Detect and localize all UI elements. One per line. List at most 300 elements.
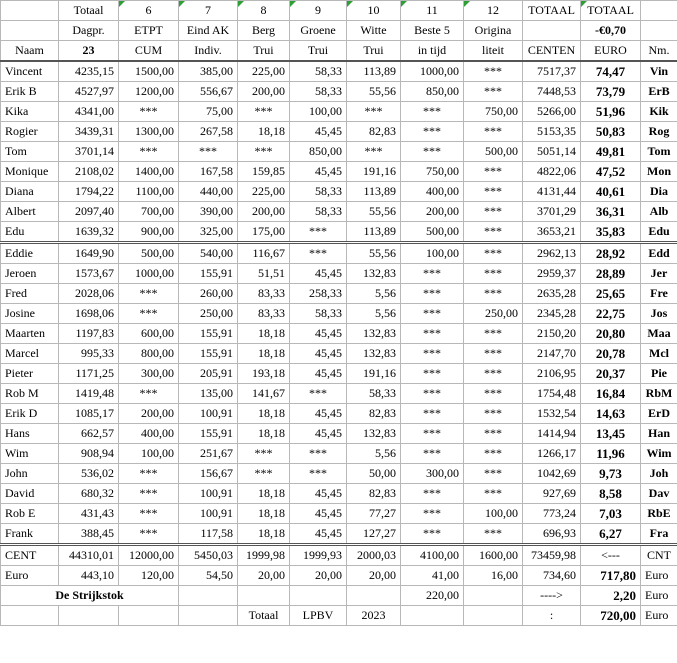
header-cell: 6 bbox=[119, 1, 179, 21]
value-cell: 540,00 bbox=[179, 243, 238, 264]
header-cell: Trui bbox=[347, 41, 401, 62]
value-cell: *** bbox=[401, 102, 464, 122]
value-cell: 20,80 bbox=[581, 324, 641, 344]
empty-cell bbox=[119, 606, 179, 626]
header-cell: in tijd bbox=[401, 41, 464, 62]
header-cell: 12 bbox=[464, 1, 523, 21]
value-cell: *** bbox=[119, 102, 179, 122]
header-cell: Berg bbox=[238, 21, 290, 41]
value-cell: 83,33 bbox=[238, 304, 290, 324]
value-cell: 191,16 bbox=[347, 162, 401, 182]
total-cell: 20,00 bbox=[238, 566, 290, 586]
value-cell: *** bbox=[119, 504, 179, 524]
value-cell: *** bbox=[401, 364, 464, 384]
value-cell: 113,89 bbox=[347, 61, 401, 82]
header-cell: 23 bbox=[59, 41, 119, 62]
value-cell: 50,00 bbox=[347, 464, 401, 484]
value-cell: *** bbox=[401, 484, 464, 504]
header-cell: 11 bbox=[401, 1, 464, 21]
value-cell: 200,00 bbox=[238, 202, 290, 222]
empty-cell bbox=[464, 586, 523, 606]
value-cell: 132,83 bbox=[347, 424, 401, 444]
table-row bbox=[1, 222, 677, 243]
header-cell: Witte bbox=[347, 21, 401, 41]
value-cell: *** bbox=[464, 182, 523, 202]
header-cell: ETPT bbox=[119, 21, 179, 41]
player-name: Eddie bbox=[1, 243, 59, 264]
value-cell: 2150,20 bbox=[523, 324, 581, 344]
table-row bbox=[1, 404, 677, 424]
value-cell: *** bbox=[179, 142, 238, 162]
value-cell: 49,81 bbox=[581, 142, 641, 162]
value-cell: 9,73 bbox=[581, 464, 641, 484]
value-cell: 2106,95 bbox=[523, 364, 581, 384]
value-cell: *** bbox=[464, 162, 523, 182]
header-cell bbox=[523, 21, 581, 41]
value-cell: 2345,28 bbox=[523, 304, 581, 324]
player-name: Erik D bbox=[1, 404, 59, 424]
value-cell: *** bbox=[464, 464, 523, 484]
value-cell: 18,18 bbox=[238, 484, 290, 504]
value-cell: *** bbox=[119, 524, 179, 545]
value-cell: *** bbox=[464, 524, 523, 545]
value-cell: 400,00 bbox=[119, 424, 179, 444]
value-cell: 200,00 bbox=[238, 82, 290, 102]
value-cell: 1649,90 bbox=[59, 243, 119, 264]
player-name: Rob E bbox=[1, 504, 59, 524]
value-cell: 1532,54 bbox=[523, 404, 581, 424]
header-cell: Beste 5 bbox=[401, 21, 464, 41]
header-row bbox=[1, 41, 677, 62]
header-cell: 10 bbox=[347, 1, 401, 21]
value-cell: 2959,37 bbox=[523, 264, 581, 284]
value-cell: 2108,02 bbox=[59, 162, 119, 182]
value-cell: 1573,67 bbox=[59, 264, 119, 284]
value-cell: *** bbox=[290, 464, 347, 484]
value-cell: 58,33 bbox=[347, 384, 401, 404]
value-cell: 18,18 bbox=[238, 504, 290, 524]
value-cell: 132,83 bbox=[347, 264, 401, 284]
value-cell: *** bbox=[464, 264, 523, 284]
player-name: Vincent bbox=[1, 61, 59, 82]
header-cell: Indiv. bbox=[179, 41, 238, 62]
value-cell: 113,89 bbox=[347, 182, 401, 202]
value-cell: 14,63 bbox=[581, 404, 641, 424]
total-cell: 54,50 bbox=[179, 566, 238, 586]
value-cell: 58,33 bbox=[290, 182, 347, 202]
value-cell: 250,00 bbox=[464, 304, 523, 324]
value-cell: 4822,06 bbox=[523, 162, 581, 182]
value-cell: 205,91 bbox=[179, 364, 238, 384]
value-cell: 11,96 bbox=[581, 444, 641, 464]
table-row bbox=[1, 82, 677, 102]
value-cell: 325,00 bbox=[179, 222, 238, 243]
header-cell bbox=[641, 1, 677, 21]
value-cell: *** bbox=[347, 102, 401, 122]
empty-cell bbox=[401, 606, 464, 626]
value-cell: 4131,44 bbox=[523, 182, 581, 202]
player-name: Josine bbox=[1, 304, 59, 324]
player-name: Frank bbox=[1, 524, 59, 545]
value-cell: 83,33 bbox=[238, 284, 290, 304]
value-cell: *** bbox=[401, 424, 464, 444]
table-row bbox=[1, 264, 677, 284]
value-cell: 3439,31 bbox=[59, 122, 119, 142]
value-cell: 82,83 bbox=[347, 122, 401, 142]
total-cell: 120,00 bbox=[119, 566, 179, 586]
player-abbrev: Vin bbox=[641, 61, 677, 82]
value-cell: *** bbox=[464, 222, 523, 243]
value-cell: 258,33 bbox=[290, 284, 347, 304]
value-cell: 73,79 bbox=[581, 82, 641, 102]
value-cell: 75,00 bbox=[179, 102, 238, 122]
strijkstok-value: 2,20 bbox=[581, 586, 641, 606]
value-cell: 156,67 bbox=[179, 464, 238, 484]
value-cell: *** bbox=[401, 444, 464, 464]
value-cell: 132,83 bbox=[347, 344, 401, 364]
value-cell: 500,00 bbox=[119, 243, 179, 264]
value-cell: 127,27 bbox=[347, 524, 401, 545]
value-cell: 500,00 bbox=[401, 222, 464, 243]
value-cell: *** bbox=[464, 444, 523, 464]
value-cell: 750,00 bbox=[401, 162, 464, 182]
value-cell: 100,91 bbox=[179, 504, 238, 524]
player-name: John bbox=[1, 464, 59, 484]
strijkstok-unit: Euro bbox=[641, 586, 677, 606]
value-cell: 5051,14 bbox=[523, 142, 581, 162]
header-cell: -€0,70 bbox=[581, 21, 641, 41]
value-cell: 167,58 bbox=[179, 162, 238, 182]
value-cell: 155,91 bbox=[179, 424, 238, 444]
player-abbrev: RbE bbox=[641, 504, 677, 524]
value-cell: 900,00 bbox=[119, 222, 179, 243]
header-cell: liteit bbox=[464, 41, 523, 62]
value-cell: 36,31 bbox=[581, 202, 641, 222]
value-cell: 45,45 bbox=[290, 524, 347, 545]
value-cell: *** bbox=[238, 102, 290, 122]
header-cell: Totaal bbox=[59, 1, 119, 21]
value-cell: 500,00 bbox=[464, 142, 523, 162]
value-cell: 55,56 bbox=[347, 202, 401, 222]
value-cell: 225,00 bbox=[238, 61, 290, 82]
value-cell: 800,00 bbox=[119, 344, 179, 364]
header-cell: Origina bbox=[464, 21, 523, 41]
value-cell: 191,16 bbox=[347, 364, 401, 384]
total-cell: 16,00 bbox=[464, 566, 523, 586]
player-abbrev: Fra bbox=[641, 524, 677, 545]
value-cell: 4527,97 bbox=[59, 82, 119, 102]
value-cell: 773,24 bbox=[523, 504, 581, 524]
player-name: Maarten bbox=[1, 324, 59, 344]
value-cell: 1266,17 bbox=[523, 444, 581, 464]
value-cell: 20,37 bbox=[581, 364, 641, 384]
value-cell: *** bbox=[401, 344, 464, 364]
value-cell: *** bbox=[464, 484, 523, 504]
value-cell: 18,18 bbox=[238, 424, 290, 444]
value-cell: 58,33 bbox=[290, 61, 347, 82]
value-cell: 850,00 bbox=[290, 142, 347, 162]
value-cell: 45,45 bbox=[290, 484, 347, 504]
value-cell: 2028,06 bbox=[59, 284, 119, 304]
table-row bbox=[1, 444, 677, 464]
value-cell: 385,00 bbox=[179, 61, 238, 82]
value-cell: 18,18 bbox=[238, 524, 290, 545]
player-abbrev: Mon bbox=[641, 162, 677, 182]
table-row bbox=[1, 464, 677, 484]
totaal-row bbox=[1, 606, 677, 626]
player-abbrev: Alb bbox=[641, 202, 677, 222]
total-cell: 1999,93 bbox=[290, 545, 347, 566]
strijkstok-label: De Strijkstok bbox=[1, 586, 179, 606]
value-cell: *** bbox=[238, 142, 290, 162]
player-abbrev: Pie bbox=[641, 364, 677, 384]
value-cell: 300,00 bbox=[119, 364, 179, 384]
value-cell: *** bbox=[290, 222, 347, 243]
value-cell: 193,18 bbox=[238, 364, 290, 384]
value-cell: 117,58 bbox=[179, 524, 238, 545]
total-cell: 1600,00 bbox=[464, 545, 523, 566]
value-cell: 7517,37 bbox=[523, 61, 581, 82]
header-cell: 7 bbox=[179, 1, 238, 21]
value-cell: 600,00 bbox=[119, 324, 179, 344]
value-cell: 20,78 bbox=[581, 344, 641, 364]
total-cell: CNT bbox=[641, 545, 677, 566]
player-name: Marcel bbox=[1, 344, 59, 364]
value-cell: 556,67 bbox=[179, 82, 238, 102]
value-cell: 250,00 bbox=[179, 304, 238, 324]
player-abbrev: Mcl bbox=[641, 344, 677, 364]
value-cell: *** bbox=[290, 444, 347, 464]
value-cell: 251,67 bbox=[179, 444, 238, 464]
euro-row bbox=[1, 566, 677, 586]
empty-cell bbox=[238, 586, 290, 606]
value-cell: *** bbox=[290, 243, 347, 264]
table-row bbox=[1, 182, 677, 202]
value-cell: *** bbox=[401, 284, 464, 304]
header-cell: TOTAAL bbox=[523, 1, 581, 21]
value-cell: 1400,00 bbox=[119, 162, 179, 182]
value-cell: *** bbox=[290, 384, 347, 404]
value-cell: 1000,00 bbox=[119, 264, 179, 284]
value-cell: 116,67 bbox=[238, 243, 290, 264]
value-cell: 5,56 bbox=[347, 284, 401, 304]
empty-cell bbox=[464, 606, 523, 626]
value-cell: 1197,83 bbox=[59, 324, 119, 344]
header-cell: Naam bbox=[1, 41, 59, 62]
header-cell: 8 bbox=[238, 1, 290, 21]
value-cell: 388,45 bbox=[59, 524, 119, 545]
total-cell: 1999,98 bbox=[238, 545, 290, 566]
value-cell: 7,03 bbox=[581, 504, 641, 524]
value-cell: 82,83 bbox=[347, 404, 401, 424]
value-cell: 995,33 bbox=[59, 344, 119, 364]
value-cell: 16,84 bbox=[581, 384, 641, 404]
value-cell: 200,00 bbox=[401, 202, 464, 222]
player-abbrev: Edu bbox=[641, 222, 677, 243]
value-cell: 25,65 bbox=[581, 284, 641, 304]
value-cell: 45,45 bbox=[290, 364, 347, 384]
header-cell: Eind AK bbox=[179, 21, 238, 41]
value-cell: 100,00 bbox=[401, 243, 464, 264]
value-cell: 1171,25 bbox=[59, 364, 119, 384]
value-cell: 680,32 bbox=[59, 484, 119, 504]
value-cell: 400,00 bbox=[401, 182, 464, 202]
empty-cell bbox=[179, 606, 238, 626]
total-cell: 734,60 bbox=[523, 566, 581, 586]
value-cell: *** bbox=[347, 142, 401, 162]
value-cell: 200,00 bbox=[119, 404, 179, 424]
value-cell: *** bbox=[464, 61, 523, 82]
value-cell: 390,00 bbox=[179, 202, 238, 222]
player-name: Diana bbox=[1, 182, 59, 202]
player-name: Jeroen bbox=[1, 264, 59, 284]
value-cell: *** bbox=[119, 284, 179, 304]
value-cell: 100,91 bbox=[179, 484, 238, 504]
value-cell: *** bbox=[401, 384, 464, 404]
value-cell: *** bbox=[464, 364, 523, 384]
empty-cell bbox=[179, 586, 238, 606]
value-cell: 1200,00 bbox=[119, 82, 179, 102]
header-cell bbox=[1, 21, 59, 41]
empty-cell bbox=[1, 606, 59, 626]
value-cell: 3701,29 bbox=[523, 202, 581, 222]
value-cell: 132,83 bbox=[347, 324, 401, 344]
value-cell: 696,93 bbox=[523, 524, 581, 545]
totaal-label: Totaal bbox=[238, 606, 290, 626]
value-cell: *** bbox=[401, 504, 464, 524]
strijkstok-beste5: 220,00 bbox=[401, 586, 464, 606]
total-cell: 2000,03 bbox=[347, 545, 401, 566]
value-cell: *** bbox=[464, 344, 523, 364]
header-cell: CUM bbox=[119, 41, 179, 62]
strijkstok-arrow: ----> bbox=[523, 586, 581, 606]
player-abbrev: Tom bbox=[641, 142, 677, 162]
total-cell: 41,00 bbox=[401, 566, 464, 586]
value-cell: 7448,53 bbox=[523, 82, 581, 102]
value-cell: *** bbox=[464, 202, 523, 222]
value-cell: 45,45 bbox=[290, 504, 347, 524]
value-cell: 1000,00 bbox=[401, 61, 464, 82]
header-cell: Trui bbox=[290, 41, 347, 62]
table-row bbox=[1, 484, 677, 504]
value-cell: *** bbox=[119, 484, 179, 504]
value-cell: *** bbox=[464, 404, 523, 424]
value-cell: *** bbox=[401, 524, 464, 545]
value-cell: 225,00 bbox=[238, 182, 290, 202]
player-abbrev: Jos bbox=[641, 304, 677, 324]
header-cell: TOTAAL bbox=[581, 1, 641, 21]
value-cell: 5266,00 bbox=[523, 102, 581, 122]
header-cell: EURO bbox=[581, 41, 641, 62]
value-cell: 58,33 bbox=[290, 82, 347, 102]
value-cell: 35,83 bbox=[581, 222, 641, 243]
value-cell: 431,43 bbox=[59, 504, 119, 524]
value-cell: *** bbox=[238, 464, 290, 484]
value-cell: 100,00 bbox=[464, 504, 523, 524]
value-cell: 28,92 bbox=[581, 243, 641, 264]
total-cell: 4100,00 bbox=[401, 545, 464, 566]
value-cell: 4235,15 bbox=[59, 61, 119, 82]
value-cell: *** bbox=[464, 82, 523, 102]
value-cell: 45,45 bbox=[290, 344, 347, 364]
value-cell: *** bbox=[464, 243, 523, 264]
value-cell: *** bbox=[401, 324, 464, 344]
player-name: Wim bbox=[1, 444, 59, 464]
value-cell: 1419,48 bbox=[59, 384, 119, 404]
player-abbrev: ErD bbox=[641, 404, 677, 424]
value-cell: 82,83 bbox=[347, 484, 401, 504]
value-cell: 18,18 bbox=[238, 404, 290, 424]
player-abbrev: Dia bbox=[641, 182, 677, 202]
total-cell: 20,00 bbox=[347, 566, 401, 586]
totaal-org: LPBV bbox=[290, 606, 347, 626]
table-row bbox=[1, 424, 677, 444]
value-cell: 45,45 bbox=[290, 324, 347, 344]
table-row bbox=[1, 524, 677, 545]
value-cell: 51,96 bbox=[581, 102, 641, 122]
header-row bbox=[1, 21, 677, 41]
table-row bbox=[1, 364, 677, 384]
player-name: David bbox=[1, 484, 59, 504]
player-name: Rogier bbox=[1, 122, 59, 142]
totaal-value: 720,00 bbox=[581, 606, 641, 626]
player-abbrev: Edd bbox=[641, 243, 677, 264]
totaal-year: 2023 bbox=[347, 606, 401, 626]
value-cell: 536,02 bbox=[59, 464, 119, 484]
player-name: Erik B bbox=[1, 82, 59, 102]
value-cell: 700,00 bbox=[119, 202, 179, 222]
header-row bbox=[1, 1, 677, 21]
table-row bbox=[1, 504, 677, 524]
header-cell bbox=[1, 1, 59, 21]
player-abbrev: Wim bbox=[641, 444, 677, 464]
value-cell: 51,51 bbox=[238, 264, 290, 284]
value-cell: 750,00 bbox=[464, 102, 523, 122]
value-cell: *** bbox=[119, 384, 179, 404]
table-row bbox=[1, 122, 677, 142]
value-cell: *** bbox=[238, 444, 290, 464]
table-row bbox=[1, 324, 677, 344]
player-abbrev: Rog bbox=[641, 122, 677, 142]
value-cell: *** bbox=[401, 404, 464, 424]
value-cell: 50,83 bbox=[581, 122, 641, 142]
table-row bbox=[1, 304, 677, 324]
empty-cell bbox=[59, 606, 119, 626]
table-row bbox=[1, 61, 677, 82]
value-cell: 6,27 bbox=[581, 524, 641, 545]
value-cell: 1042,69 bbox=[523, 464, 581, 484]
value-cell: 927,69 bbox=[523, 484, 581, 504]
player-abbrev: RbM bbox=[641, 384, 677, 404]
value-cell: 5,56 bbox=[347, 444, 401, 464]
player-name: Pieter bbox=[1, 364, 59, 384]
player-name: Tom bbox=[1, 142, 59, 162]
total-cell: CENT bbox=[1, 545, 59, 566]
header-cell bbox=[641, 21, 677, 41]
player-name: Monique bbox=[1, 162, 59, 182]
header-cell: Groene bbox=[290, 21, 347, 41]
value-cell: 77,27 bbox=[347, 504, 401, 524]
total-cell: 5450,03 bbox=[179, 545, 238, 566]
value-cell: 1639,32 bbox=[59, 222, 119, 243]
value-cell: 100,00 bbox=[119, 444, 179, 464]
header-cell: 9 bbox=[290, 1, 347, 21]
value-cell: 1085,17 bbox=[59, 404, 119, 424]
value-cell: *** bbox=[401, 264, 464, 284]
value-cell: 3701,14 bbox=[59, 142, 119, 162]
value-cell: 28,89 bbox=[581, 264, 641, 284]
total-cell: 44310,01 bbox=[59, 545, 119, 566]
